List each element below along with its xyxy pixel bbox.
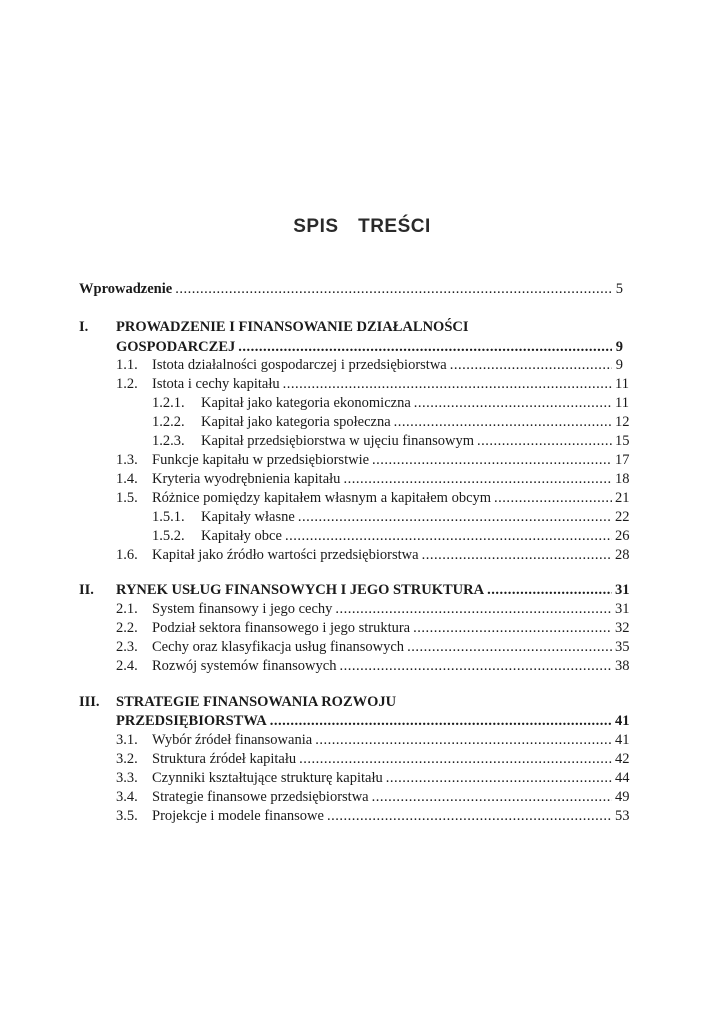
toc-entry [152,450,630,470]
section-number: 2.3. [116,639,138,655]
leader-dots [450,355,612,375]
toc-entry-label: Cechy oraz klasyfikacja usług finansowych [152,639,405,655]
toc-entry-page: 11 [615,376,629,392]
toc-entry [152,806,630,826]
toc-entry-label: Kryteria wyodrębnienia kapitału [152,471,341,487]
chapter-title: STRATEGIE FINANSOWANIA ROZWOJU [116,694,397,710]
leader-dots [339,656,612,676]
toc-entry-page: 44 [615,770,630,786]
leader-dots [175,279,612,299]
leader-dots [283,374,612,394]
chapter-title-continued: PRZEDSIĘBIORSTWA [116,713,267,729]
toc-entry-label: Kapitały własne [201,509,295,525]
section-number: 3.3. [116,770,138,786]
toc-entry-page: 41 [615,713,630,729]
chapter-number: III. [79,694,100,710]
toc-entry-label: Różnice pomiędzy kapitałem własnym a kapitałem obcym [152,490,492,506]
toc-entry [152,768,630,788]
leader-dots [407,637,612,657]
section-number: 3.2. [116,751,138,767]
toc-entry-label: Wprowadzenie [79,281,173,297]
section-number: 1.6. [116,547,138,563]
toc-entry-page: 15 [615,433,630,449]
toc-entry-label: Istota i cechy kapitału [152,376,280,392]
toc-entry-page: 22 [615,509,630,525]
leader-dots [298,507,612,527]
toc-entry-page: 42 [615,751,630,767]
toc-entry-page: 49 [615,789,630,805]
toc-entry-label: Istota działalności gospodarczej i przedsiębiorstwa [152,357,447,373]
toc-entry-label: Czynniki kształtujące strukturę kapitału [152,770,383,786]
subsection-number: 1.5.2. [152,528,185,544]
toc-entry [152,618,630,638]
leader-dots [477,431,612,451]
leader-dots [372,787,612,807]
toc-entry [152,374,629,394]
chapter-number: I. [79,319,89,335]
toc-entry [152,355,623,375]
leader-dots [299,749,612,769]
leader-dots [386,768,612,788]
leader-dots [343,469,612,489]
toc-entry-page: 26 [615,528,630,544]
section-number: 3.5. [116,808,138,824]
toc-entry-label: Struktura źródeł kapitału [152,751,297,767]
toc-entry-page: 35 [615,639,630,655]
toc-entry-page: 32 [615,620,630,636]
chapter-title: RYNEK USŁUG FINANSOWYCH I JEGO STRUKTURA [116,582,485,598]
toc-entry-page: 31 [615,582,630,598]
toc-entry [201,393,629,413]
section-number: 3.4. [116,789,138,805]
toc-entry-label: Kapitał jako kategoria społeczna [201,414,391,430]
toc-entry [152,749,630,769]
section-number: 1.2. [116,376,138,392]
toc-entry-page: 9 [615,339,623,355]
toc-entry [152,787,630,807]
toc-entry-label: Kapitał przedsiębiorstwa w ujęciu finansowym [201,433,475,449]
toc-entry-intro [79,279,623,299]
leader-dots [422,545,612,565]
toc-entry-label: Rozwój systemów finansowych [152,658,337,674]
toc-entry [152,469,630,489]
leader-dots [487,580,612,600]
leader-dots [394,412,612,432]
subsection-number: 1.2.1. [152,395,185,411]
toc-entry-page: 9 [615,357,623,373]
section-number: 1.4. [116,471,138,487]
toc-chapter-entry [116,580,630,600]
leader-dots [315,730,612,750]
toc-entry [152,656,630,676]
toc-entry-page: 21 [615,490,630,506]
toc-entry [201,412,630,432]
page-title: SPIS TREŚCI [293,216,431,237]
section-number: 1.3. [116,452,138,468]
section-number: 1.1. [116,357,138,373]
toc-chapter-entry [116,711,630,731]
chapter-number: II. [79,582,94,598]
toc-entry-label: Projekcje i modele finansowe [152,808,324,824]
toc-entry-page: 31 [615,601,630,617]
toc-entry-page: 12 [615,414,630,430]
toc-entry-page: 28 [615,547,630,563]
leader-dots [238,337,612,357]
leader-dots [413,618,612,638]
toc-entry [152,637,630,657]
toc-entry [152,730,630,750]
subsection-number: 1.2.3. [152,433,185,449]
section-number: 2.2. [116,620,138,636]
toc-entry-page: 38 [615,658,630,674]
toc-entry-label: Kapitały obce [201,528,282,544]
toc-entry-label: Funkcje kapitału w przedsiębiorstwie [152,452,370,468]
subsection-number: 1.5.1. [152,509,185,525]
chapter-title-continued: GOSPODARCZEJ [116,339,236,355]
toc-entry-label: Kapitał jako kategoria ekonomiczna [201,395,411,411]
toc-entry [152,599,630,619]
toc-entry-label: Wybór źródeł finansowania [152,732,313,748]
leader-dots [285,526,612,546]
leader-dots [327,806,612,826]
toc-entry-page: 18 [615,471,630,487]
toc-entry-label: System finansowy i jego cechy [152,601,333,617]
toc-chapter-entry [116,337,623,357]
section-number: 1.5. [116,490,138,506]
toc-entry-label: Podział sektora finansowego i jego struktura [152,620,411,636]
toc-entry [152,545,630,565]
subsection-number: 1.2.2. [152,414,185,430]
toc-entry-page: 41 [615,732,630,748]
leader-dots [335,599,612,619]
toc-entry [201,526,630,546]
section-number: 3.1. [116,732,138,748]
toc-entry [201,431,630,451]
toc-entry [201,507,630,527]
chapter-title: PROWADZENIE I FINANSOWANIE DZIAŁALNOŚCI [116,319,469,335]
leader-dots [414,393,612,413]
toc-entry-page: 53 [615,808,630,824]
leader-dots [494,488,612,508]
toc-entry [152,488,630,508]
toc-entry-page: 11 [615,395,629,411]
toc-entry-page: 5 [615,281,623,297]
section-number: 2.1. [116,601,138,617]
leader-dots [372,450,612,470]
section-number: 2.4. [116,658,138,674]
toc-entry-label: Kapitał jako źródło wartości przedsiębiorstwa [152,547,419,563]
leader-dots [270,711,612,731]
toc-entry-page: 17 [615,452,630,468]
toc-entry-label: Strategie finansowe przedsiębiorstwa [152,789,369,805]
